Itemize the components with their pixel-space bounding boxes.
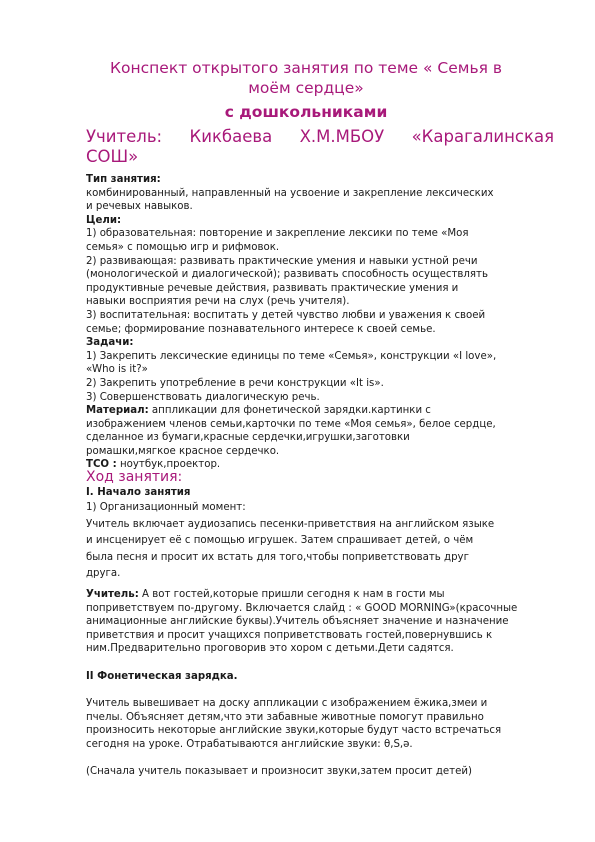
org-moment: 1) Организационный момент: <box>86 502 246 513</box>
note-paragraph <box>86 765 556 779</box>
lesson-type-text-1: комбинированный, направленный на усвоение и закрепление лексических <box>86 187 494 199</box>
title-subtitle: с дошкольниками <box>224 103 388 121</box>
material-line-1 <box>86 404 556 418</box>
teacher-speech-line: приветствия и просит учащихся поприветствовать гостей,повернувшись к <box>86 629 493 641</box>
goals-line: (монологической и диалогической); развивать способность осуществлять <box>86 269 488 281</box>
title-line-2: моём сердце» <box>248 79 364 97</box>
teacher-speech-line: анимационные английские буквы).Учитель объясняет значение и назначение <box>86 616 509 628</box>
section-2-heading: II Фонетическая зарядка. <box>86 671 238 682</box>
section-2-heading-block <box>86 670 556 684</box>
phonetic-line: произносить некоторые английские звуки,которые будут часто встречаться <box>86 725 502 737</box>
material-text: аппликации для фонетической зарядки.картинки с <box>148 405 431 417</box>
goals-line: семье; формирование познавательного интересе к своей семье. <box>86 323 436 335</box>
note-line: (Сначала учитель показывает и произносит звуки,затем просит детей) <box>86 766 472 777</box>
material-label: Материал: <box>86 405 149 417</box>
teacher-paragraph <box>86 588 556 656</box>
goals-label: Цели: <box>86 214 122 226</box>
intro-paragraph <box>86 500 556 583</box>
goals-line: семья» с помощью игр и рифмовок. <box>86 241 280 253</box>
tco-text: ноутбук,проектор. <box>116 459 221 471</box>
phonetic-paragraph <box>86 697 556 751</box>
lesson-info-block <box>86 173 556 472</box>
tasks-label: Задачи: <box>86 337 134 349</box>
tasks-line: 1) Закрепить лексические единицы по теме «Семья», конструкции «I love», <box>86 350 497 362</box>
lesson-type-label: Тип занятия: <box>86 174 161 185</box>
intro-line: была песня и просит их встать для того,чтобы поприветствовать друг <box>86 551 469 563</box>
tasks-line: «Who is it?» <box>86 364 148 376</box>
material-line: ромашки,мягкое красное сердечко. <box>86 445 280 457</box>
goals-line: навыки восприятия речи на слух (речь учителя). <box>86 296 350 308</box>
section-1-heading-block <box>86 486 556 500</box>
goals-line: 1) образовательная: повторение и закрепление лексики по теме «Моя <box>86 228 469 240</box>
goals-line: 2) развивающая: развивать практические умения и навыки устной речи <box>86 255 478 267</box>
document-title <box>86 58 526 98</box>
tasks-line: 3) Совершенствовать диалогическую речь. <box>86 391 320 403</box>
lesson-type-text-2: и речевых навыков. <box>86 201 193 213</box>
intro-line: друга. <box>86 568 121 579</box>
intro-line: Учитель включает аудиозапись песенки-приветствия на английском языке <box>86 518 495 530</box>
teacher-speech-text: А вот гостей,которые пришли сегодня к нам в гости мы <box>138 589 445 600</box>
course-heading: Ход занятия: <box>86 469 183 485</box>
teacher-speech-line-1 <box>86 588 556 602</box>
phonetic-line: сегодня на уроке. Отрабатываются английские звуки: θ,S,ə. <box>86 738 413 750</box>
material-line: сделанное из бумаги,красные сердечки,игрушки,заготовки <box>86 432 410 444</box>
phonetic-line: Учитель вывешивает на доску аппликации с изображением ёжика,змеи и <box>86 698 488 709</box>
title-line-1: Конспект открытого занятия по теме « Семья в <box>110 59 502 77</box>
tco-label: ТСО : <box>86 459 117 471</box>
section-1-heading: I. Начало занятия <box>86 487 191 498</box>
teacher-line-2: СОШ» <box>86 147 139 166</box>
phonetic-line: пчелы. Объясняет детям,что эти забавные животные помогут правильно <box>86 711 484 723</box>
goals-line: продуктивные речевые действия, развивать практические умения и <box>86 282 459 294</box>
goals-line: 3) воспитательная: воспитать у детей чувство любви и уважения к своей <box>86 309 486 321</box>
material-line: изображением членов семьи,карточки по теме «Моя семья», белое сердце, <box>86 418 496 430</box>
tasks-line: 2) Закрепить употребление в речи конструкции «It is». <box>86 377 384 389</box>
teacher-speech-line: ним.Предварительно проговорив это хором с детьми.Дети садятся. <box>86 643 454 655</box>
intro-line: и инсценирует её с помощью игрушек. Затем спрашивает детей, о чём <box>86 535 474 546</box>
teacher-speech-line: поприветствуем по-другому. Включается слайд : « GOOD MORNING»(красочные <box>86 602 518 614</box>
teacher-line-1: Учитель: Кикбаева Х.М.МБОУ «Карагалинская <box>86 127 554 146</box>
teacher-speech-label: Учитель: <box>86 589 139 600</box>
